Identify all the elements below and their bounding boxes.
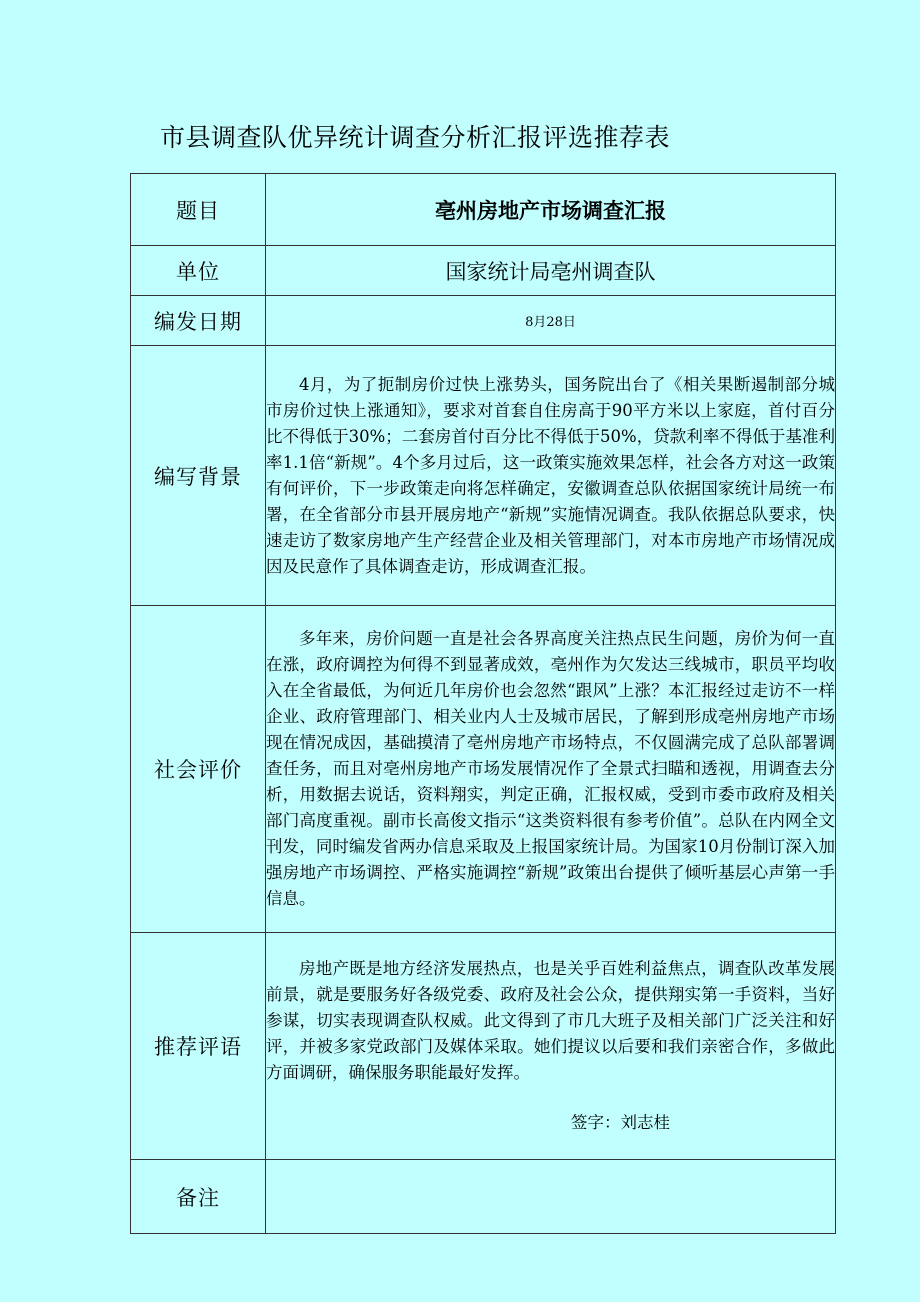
signature: 签字：刘志桂 <box>571 1113 670 1132</box>
row-topic <box>131 174 836 246</box>
topic-value: 亳州房地产市场调查汇报 <box>266 174 836 246</box>
recommend-cell <box>266 933 836 1160</box>
form-title <box>0 118 830 154</box>
background-label: 编写背景 <box>131 346 266 606</box>
date-value: 8月28日 <box>266 296 836 346</box>
unit-value: 国家统计局亳州调查队 <box>266 246 836 296</box>
recommendation-form-table <box>130 173 836 1234</box>
evaluation-label: 社会评价 <box>131 606 266 933</box>
remarks-label: 备注 <box>131 1160 266 1234</box>
row-evaluation <box>131 606 836 933</box>
unit-label: 单位 <box>131 246 266 296</box>
row-unit <box>131 246 836 296</box>
recommend-text: 房地产既是地方经济发展热点，也是关乎百姓利益焦点，调查队改革发展前景，就是要服务好各级党委、政府及社会公众，提供翔实第一手资料，当好参谋，切实表现调查队权威。此文得到了市几大班子及相关部门广泛关注和好评，并被多家党政部门及媒体采取。她们提议以后要和我们亲密合作，多做此方面调研，确保服务职能最好发挥。 <box>266 959 835 1082</box>
background-text: 4月，为了扼制房价过快上涨势头，国务院出台了《相关果断遏制部分城市房价过快上涨通知》，要求对首套自住房高于90平方米以上家庭，首付百分比不得低于30%；二套房首付百分比不得低于50%，贷款利率不得低于基准利率1.1倍“新规”。4个多月过后，这一政策实施效果怎样，社会各方对这一政策有何评价，下一步政策走向将怎样确定，安徽调查总队依据国家统计局统一布署，在全省部分市县开展房地产“新规”实施情况调查。我队依据总队要求，快速走访了数家房地产生产经营企业及相关管理部门，对本市房地产市场情况成因及民意作了具体调查走访，形成调查汇报。 <box>266 346 836 606</box>
row-date <box>131 296 836 346</box>
topic-label: 题目 <box>131 174 266 246</box>
row-recommend <box>131 933 836 1160</box>
remarks-value <box>266 1160 836 1234</box>
recommend-label: 推荐评语 <box>131 933 266 1160</box>
date-label: 编发日期 <box>131 296 266 346</box>
row-remarks <box>131 1160 836 1234</box>
row-background <box>131 346 836 606</box>
evaluation-text: 多年来，房价问题一直是社会各界高度关注热点民生问题，房价为何一直在涨，政府调控为何得不到显著成效，亳州作为欠发达三线城市，职员平均收入在全省最低，为何近几年房价也会忽然“跟风”上涨？本汇报经过走访不一样企业、政府管理部门、相关业内人士及城市居民，了解到形成亳州房地产市场现在情况成因，基础摸清了亳州房地产市场特点，不仅圆满完成了总队部署调查任务，而且对亳州房地产市场发展情况作了全景式扫瞄和透视，用调查去分析，用数据去说话，资料翔实，判定正确，汇报权威，受到市委市政府及相关部门高度重视。副市长高俊文指示“这类资料很有参考价值”。总队在内网全文刊发，同时编发省两办信息采取及上报国家统计局。为国家10月份制订深入加强房地产市场调控、严格实施调控“新规”政策出台提供了倾听基层心声第一手信息。 <box>266 606 836 933</box>
form-title-text: 市县调查队优异统计调查分析汇报评选推荐表 <box>159 123 670 152</box>
